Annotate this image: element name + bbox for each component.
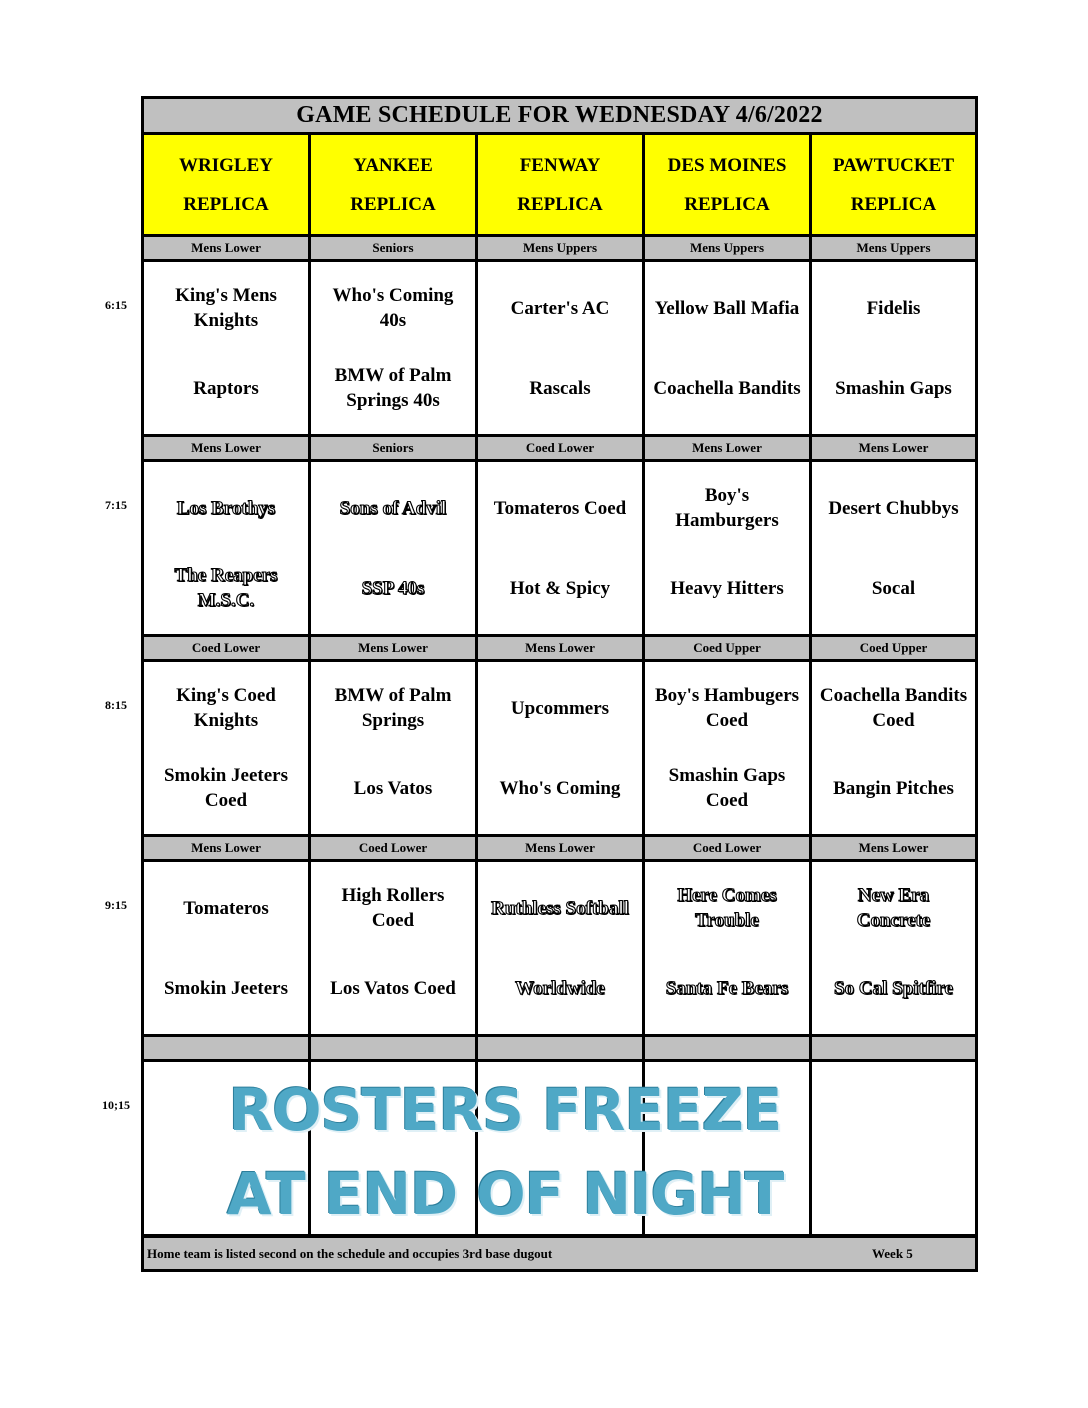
division-label: Mens Lower xyxy=(144,437,308,459)
schedule-title: GAME SCHEDULE FOR WEDNESDAY 4/6/2022 xyxy=(144,99,975,132)
division-label: Mens Uppers xyxy=(478,237,642,259)
division-row xyxy=(144,237,975,259)
title-row xyxy=(144,99,975,132)
announcement-line-1: ROSTERS FREEZE xyxy=(228,1076,782,1144)
division-label xyxy=(645,1037,809,1059)
home-team: Coachella Bandits xyxy=(653,377,801,399)
footer-note: Home team is listed second on the schedule and occupies 3rd base dugout xyxy=(147,1246,553,1261)
division-label: Coed Lower xyxy=(645,837,809,859)
division-label xyxy=(311,1037,475,1059)
division-label xyxy=(144,1037,308,1059)
game-cell xyxy=(812,862,975,1034)
home-team: Who's Coming xyxy=(499,777,621,799)
away-team: High Rollers Coed xyxy=(341,885,445,931)
field-header xyxy=(144,135,308,234)
slot-time: 9:15 xyxy=(105,898,127,912)
division-label: Mens Uppers xyxy=(812,237,975,259)
home-team: Socal xyxy=(871,577,916,599)
division-label: Mens Lower xyxy=(645,437,809,459)
division-label: Mens Uppers xyxy=(645,237,809,259)
home-team: Hot & Spicy xyxy=(509,577,611,599)
game-cell xyxy=(144,862,308,1034)
field-name: WRIGLEY xyxy=(179,154,273,176)
away-team: Upcommers xyxy=(510,697,610,719)
game-row xyxy=(144,462,975,634)
slot-time: 7:15 xyxy=(105,498,127,512)
field-name: PAWTUCKET xyxy=(832,154,955,176)
away-team: Desert Chubbys xyxy=(828,497,959,519)
game-cell xyxy=(311,862,475,1034)
field-header xyxy=(311,135,475,234)
away-team: New Era Concrete xyxy=(856,885,931,931)
game-row xyxy=(144,862,975,1034)
away-team: Ruthless Softball xyxy=(491,897,629,919)
game-cell xyxy=(311,262,475,434)
home-team: Smokin Jeeters Coed xyxy=(163,765,288,811)
game-row xyxy=(144,662,975,834)
home-team: Los Vatos xyxy=(353,777,433,799)
away-team: Here Comes Trouble xyxy=(677,885,777,931)
away-team: Fidelis xyxy=(866,297,921,319)
game-cell xyxy=(478,662,642,834)
division-label: Mens Lower xyxy=(812,437,975,459)
field-sub: REPLICA xyxy=(517,193,603,215)
home-team: Heavy Hitters xyxy=(670,577,784,599)
game-cell xyxy=(311,662,475,834)
home-team: So Cal Spitfire xyxy=(834,977,953,999)
field-name: DES MOINES xyxy=(667,154,787,176)
field-name: YANKEE xyxy=(353,154,433,176)
division-label xyxy=(478,1037,642,1059)
division-label: Seniors xyxy=(311,237,475,259)
field-sub: REPLICA xyxy=(684,193,770,215)
division-label: Coed Lower xyxy=(311,837,475,859)
away-team: King's Coed Knights xyxy=(176,685,276,731)
division-row xyxy=(144,837,975,859)
division-label: Coed Upper xyxy=(812,637,975,659)
footer-week: Week 5 xyxy=(872,1246,913,1261)
game-cell xyxy=(645,662,809,834)
home-team: Smokin Jeeters xyxy=(163,977,288,999)
field-header-row xyxy=(144,135,975,234)
slot-time: 8:15 xyxy=(105,698,127,712)
game-cell xyxy=(812,462,975,634)
game-cell xyxy=(478,462,642,634)
away-team: Carter's AC xyxy=(510,297,610,319)
game-cell xyxy=(812,262,975,434)
away-team: Boy's Hambugers Coed xyxy=(654,685,800,731)
home-team: The Reapers M.S.C. xyxy=(174,565,278,611)
announcement-line-2: AT END OF NIGHT xyxy=(226,1160,784,1228)
division-label: Mens Lower xyxy=(812,837,975,859)
field-sub: REPLICA xyxy=(850,193,937,215)
home-team: Smashin Gaps Coed xyxy=(668,765,786,811)
game-cell xyxy=(812,662,975,834)
home-team: Santa Fe Bears xyxy=(665,977,789,999)
division-label: Mens Lower xyxy=(144,837,308,859)
division-row xyxy=(144,637,975,659)
away-team: Sons of Advil xyxy=(339,497,447,519)
division-row xyxy=(144,437,975,459)
game-cell xyxy=(311,462,475,634)
home-team: BMW of Palm Springs 40s xyxy=(334,365,452,411)
slot-time: 10;15 xyxy=(102,1098,130,1112)
game-row xyxy=(144,262,975,434)
home-team: Smashin Gaps xyxy=(835,377,952,399)
division-label: Mens Lower xyxy=(144,237,308,259)
home-team: Los Vatos Coed xyxy=(330,977,456,999)
away-team: Coachella Bandits Coed xyxy=(819,685,968,731)
away-team: Tomateros xyxy=(183,897,269,919)
field-sub: REPLICA xyxy=(350,193,436,215)
division-label: Coed Upper xyxy=(645,637,809,659)
field-sub: REPLICA xyxy=(183,193,269,215)
footer-row xyxy=(144,1238,975,1269)
division-label: Mens Lower xyxy=(478,637,642,659)
game-cell xyxy=(645,262,809,434)
game-cell xyxy=(478,862,642,1034)
division-label: Coed Lower xyxy=(478,437,642,459)
game-cell xyxy=(478,262,642,434)
slot-time: 6:15 xyxy=(105,298,127,312)
announcement xyxy=(150,1068,860,1236)
field-name: FENWAY xyxy=(519,154,601,176)
home-team: Rascals xyxy=(529,377,591,399)
division-label: Mens Lower xyxy=(311,637,475,659)
away-team: Los Brothys xyxy=(176,497,276,519)
home-team: SSP 40s xyxy=(361,577,425,599)
division-label: Seniors xyxy=(311,437,475,459)
home-team: Worldwide xyxy=(515,977,605,999)
game-cell xyxy=(645,862,809,1034)
field-header xyxy=(812,135,975,234)
game-cell xyxy=(144,662,308,834)
field-header xyxy=(478,135,642,234)
home-team: Raptors xyxy=(193,377,259,399)
home-team: Bangin Pitches xyxy=(833,777,954,799)
game-cell xyxy=(645,462,809,634)
game-cell xyxy=(144,462,308,634)
division-label xyxy=(812,1037,975,1059)
away-team: Boy's Hamburgers xyxy=(675,485,779,531)
game-cell xyxy=(144,262,308,434)
away-team: King's Mens Knights xyxy=(175,285,277,331)
division-row xyxy=(144,1037,975,1059)
away-team: Yellow Ball Mafia xyxy=(654,297,800,319)
field-header xyxy=(645,135,809,234)
away-team: Tomateros Coed xyxy=(493,497,627,519)
away-team: BMW of Palm Springs xyxy=(334,685,452,731)
away-team: Who's Coming 40s xyxy=(332,285,454,331)
division-label: Coed Lower xyxy=(144,637,308,659)
footer xyxy=(144,1238,975,1269)
division-label: Mens Lower xyxy=(478,837,642,859)
